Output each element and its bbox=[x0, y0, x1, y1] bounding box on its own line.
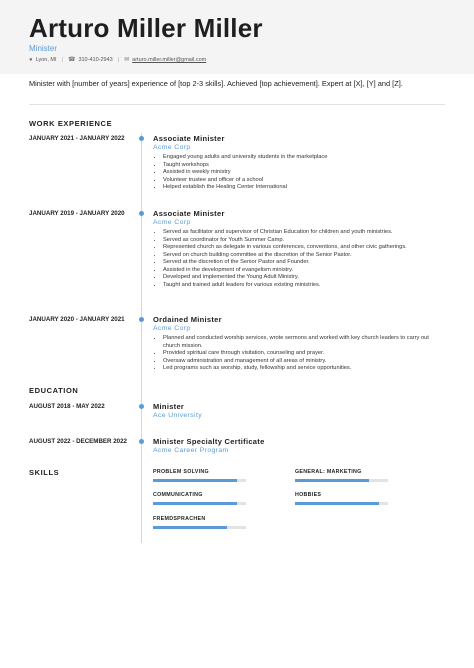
timeline-dot bbox=[139, 439, 144, 444]
work-company: Acme Corp bbox=[153, 325, 191, 332]
resume-header bbox=[0, 0, 474, 74]
work-date: JANUARY 2019 - JANUARY 2020 bbox=[29, 210, 125, 217]
list-item: • Provided spiritual care through visitation, counseling and prayer. bbox=[163, 350, 445, 358]
list-item: • Assisted in weekly ministry bbox=[163, 169, 445, 177]
skill-item bbox=[153, 516, 246, 529]
education-date: AUGUST 2018 - MAY 2022 bbox=[29, 403, 105, 410]
skill-name: FREMDSPRACHEN bbox=[153, 516, 206, 522]
list-item: • Volunteer trustee and officer of a school bbox=[163, 177, 445, 185]
work-bullets bbox=[163, 229, 445, 289]
education-degree: Minister bbox=[153, 402, 185, 411]
skill-bar-fill bbox=[295, 479, 369, 482]
list-item: • Served on church building committee at the discretion of the Senior Pastor. bbox=[163, 252, 445, 260]
list-item: • Developed and implemented the Young Adult Ministry. bbox=[163, 274, 445, 282]
list-item: • Taught workshops bbox=[163, 162, 445, 170]
timeline-line bbox=[141, 133, 142, 543]
list-item: • Assisted in the development of evangelism ministry. bbox=[163, 267, 445, 275]
map-pin-icon: ● bbox=[29, 57, 33, 63]
work-date: JANUARY 2021 - JANUARY 2022 bbox=[29, 135, 125, 142]
email-item[interactable] bbox=[124, 57, 206, 63]
timeline-dot bbox=[139, 404, 144, 409]
skill-item bbox=[153, 492, 246, 505]
list-item: • Helped establish the Healing Center International bbox=[163, 184, 445, 192]
skill-item bbox=[295, 469, 388, 482]
skill-name: GENERAL: MARKETING bbox=[295, 469, 362, 475]
candidate-name: Arturo Miller Miller bbox=[29, 13, 263, 43]
summary-divider bbox=[29, 104, 445, 105]
work-date: JANUARY 2020 - JANUARY 2021 bbox=[29, 316, 125, 323]
list-item: • Engaged young adults and university students in the marketplace bbox=[163, 154, 445, 162]
location-item bbox=[29, 57, 57, 63]
email-link[interactable]: arturo.miller.miller@gmail.com bbox=[132, 57, 207, 63]
work-bullets bbox=[163, 335, 445, 373]
contact-separator: | bbox=[117, 57, 120, 63]
work-role: Associate Minister bbox=[153, 134, 225, 143]
location-text: Lyon, MI bbox=[35, 57, 57, 63]
phone-text: 310-410-2943 bbox=[78, 57, 113, 63]
list-item: • Represented church as delegate in various conferences, conventions, and other civic gatherings. bbox=[163, 244, 445, 252]
skill-name: COMMUNICATING bbox=[153, 492, 203, 498]
skill-item bbox=[153, 469, 246, 482]
education-school: Acme Career Program bbox=[153, 447, 229, 454]
education-date: AUGUST 2022 - DECEMBER 2022 bbox=[29, 438, 127, 445]
list-item: • Taught and trained adult leaders for various existing ministries. bbox=[163, 282, 445, 290]
work-company: Acme Corp bbox=[153, 144, 191, 151]
list-item: • Served at the discretion of the Senior Pastor and Founder. bbox=[163, 259, 445, 267]
contact-row bbox=[29, 57, 206, 63]
skill-bar-fill bbox=[153, 526, 227, 529]
work-role: Associate Minister bbox=[153, 209, 225, 218]
list-item: • Oversaw administration and management of all areas of ministry. bbox=[163, 358, 445, 366]
education-school: Ace University bbox=[153, 412, 203, 419]
skill-item bbox=[295, 492, 388, 505]
work-bullets bbox=[163, 154, 445, 192]
section-title-skills: SKILLS bbox=[29, 468, 60, 477]
work-role: Ordained Minister bbox=[153, 315, 222, 324]
skill-bar-fill bbox=[153, 502, 237, 505]
list-item: • Served as facilitator and supervisor of Christian Education for children and youth ministries. bbox=[163, 229, 445, 237]
section-title-education: EDUCATION bbox=[29, 386, 79, 395]
phone-item bbox=[68, 57, 113, 63]
timeline-dot bbox=[139, 136, 144, 141]
timeline-dot bbox=[139, 211, 144, 216]
skill-bar bbox=[153, 479, 246, 482]
education-degree: Minister Specialty Certificate bbox=[153, 437, 265, 446]
skill-name: PROBLEM SOLVING bbox=[153, 469, 209, 475]
section-title-work: WORK EXPERIENCE bbox=[29, 119, 113, 128]
timeline-dot bbox=[139, 317, 144, 322]
skill-bar bbox=[153, 526, 246, 529]
contact-separator: | bbox=[61, 57, 63, 63]
work-company: Acme Corp bbox=[153, 219, 191, 226]
envelope-icon: ✉ bbox=[124, 57, 130, 63]
list-item: • Planned and conducted worship services, wrote sermons and worked with key church leaders to carry out church mission. bbox=[163, 335, 445, 350]
skill-bar bbox=[295, 479, 388, 482]
list-item: • Served as coordinator for Youth Summer Camp. bbox=[163, 237, 445, 245]
phone-icon: ☎ bbox=[67, 57, 76, 63]
skill-bar bbox=[295, 502, 388, 505]
skill-bar-fill bbox=[153, 479, 237, 482]
job-title: Minister bbox=[29, 44, 58, 53]
summary-text: Minister with [number of years] experience of [top 2-3 skills]. Achieved [top achievement]. Expert at [X], [Y] and [Z]. bbox=[29, 79, 403, 88]
list-item: • Led programs such as worship, study, fellowship and service opportunities. bbox=[163, 365, 445, 373]
skill-name: HOBBIES bbox=[295, 492, 322, 498]
skill-bar-fill bbox=[295, 502, 379, 505]
skill-bar bbox=[153, 502, 246, 505]
